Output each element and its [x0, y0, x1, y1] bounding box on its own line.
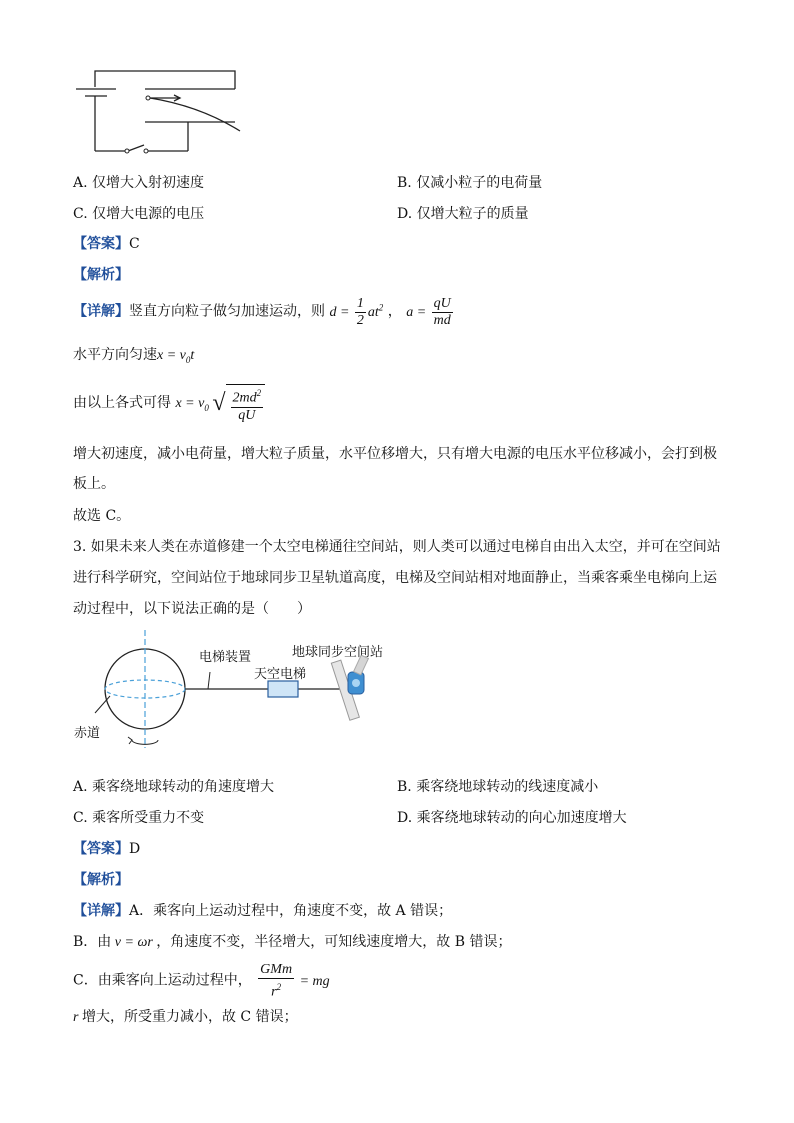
label-elevator-device: 电梯装置 [199, 650, 252, 665]
detail-line-3 [73, 384, 265, 424]
answer-label: 【答案】 [73, 236, 129, 252]
q3-detail-a [73, 900, 452, 920]
q3-answer-label: 【答案】 [73, 841, 129, 857]
q3-option-d: D. 乘客绕地球转动的向心加速度增大 [397, 810, 627, 826]
formula-gravity: $\frac{\text{GMm}}{r^2}$ = mg [260, 962, 330, 1000]
conclusion-line: 故选 C。 [73, 508, 131, 524]
symbol-r: r [73, 1010, 82, 1025]
detail-line-1: 【详解】竖直方向粒子做匀加速运动，则 d = $\frac{1}{2}$ $at^2$ ， a = $\frac{qU}{md}$ [73, 296, 455, 329]
q3-detail-b-post: ，角速度不变，半径增大，可知线速度增大，故 B 错误； [156, 934, 512, 950]
label-equator: 赤道 [74, 726, 101, 741]
formula-x: $x = v_0t$ [157, 348, 195, 365]
option-c: C. 仅增大电源的电压 [73, 206, 205, 222]
detail-label: 【详解】 [73, 303, 129, 320]
formula-a: a = $\frac{qU}{md}$ [406, 296, 451, 328]
detail-text-2: 水平方向匀速 [73, 347, 157, 363]
q3-detail-b-pre: B．由 [73, 934, 112, 950]
formula-x-result: $x = v_0$ √ $\frac{2md^2}{qU}$ [175, 396, 265, 411]
detail-line-4: 增大初速度，减小电荷量，增大粒子质量，水平位移增大，只有增大电源的电压水平位移减小，会打到极 [73, 446, 717, 462]
label-station: 地球同步空间站 [292, 645, 384, 660]
q3-option-a: A. 乘客绕地球转动的角速度增大 [73, 779, 275, 795]
q3-stem-1: 3. 如果未来人类在赤道修建一个太空电梯通往空间站，则人类可以通过电梯自由出入太空，并可在空间站 [73, 539, 721, 555]
answer-value: C [129, 236, 140, 252]
q3-answer-line [73, 838, 140, 858]
detail-line-4b: 板上。 [73, 476, 115, 492]
q3-detail-r-text: 增大，所受重力减小，故 C 错误； [81, 1009, 298, 1025]
q3-detail-a-text: A．乘客向上运动过程中，角速度不变，故 A 错误； [129, 903, 453, 919]
q3-detail-c [73, 962, 330, 1001]
q3-option-c: C. 乘客所受重力不变 [73, 810, 205, 826]
detail-text-3: 由以上各式可得 [73, 395, 171, 412]
label-sky-elevator: 天空电梯 [254, 667, 307, 682]
q3-stem-2: 进行科学研究，空间站位于地球同步卫星轨道高度，电梯及空间站相对地面静止，当乘客乘坐电梯向上运 [73, 570, 717, 586]
detail-text: 竖直方向粒子做匀加速运动，则 [129, 303, 325, 320]
q3-detail-r [73, 1006, 298, 1026]
answer-line [73, 233, 140, 253]
option-b: B. 仅减小粒子的电荷量 [397, 175, 543, 191]
q3-analysis-label: 【解析】 [73, 872, 129, 888]
option-a: A. 仅增大入射初速度 [73, 175, 205, 191]
space-station-icon [331, 655, 368, 720]
q3-answer-value: D [129, 841, 141, 857]
detail-line-2 [73, 344, 194, 365]
q3-detail-label: 【详解】 [73, 903, 129, 919]
q3-detail-c-pre: C．由乘客向上运动过程中， [73, 972, 252, 989]
analysis-label: 【解析】 [73, 267, 129, 283]
formula-v-omega-r: v = ωr [111, 935, 157, 950]
q3-option-b: B. 乘客绕地球转动的线速度减小 [397, 779, 599, 795]
q3-detail-b [73, 931, 511, 951]
option-d: D. 仅增大粒子的质量 [397, 206, 529, 222]
q3-stem-3: 动过程中，以下说法正确的是（ ） [73, 601, 311, 617]
circuit-diagram [70, 66, 250, 162]
formula-d: d = $\frac{1}{2}$ $at^2$ [329, 296, 384, 328]
